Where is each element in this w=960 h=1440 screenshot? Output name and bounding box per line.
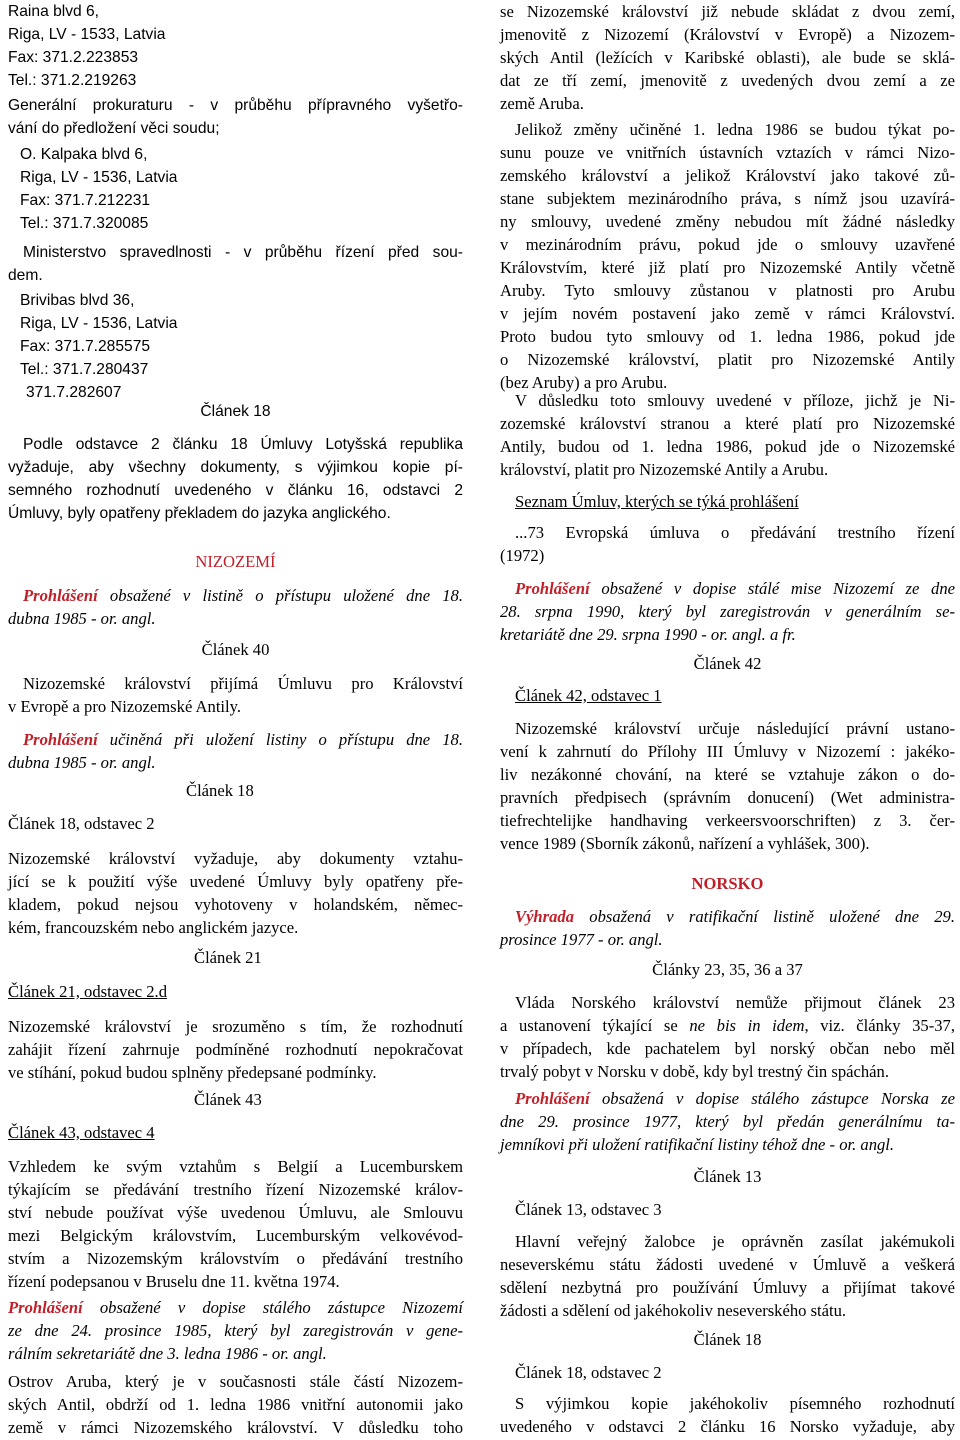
- subsection-heading: Článek 18, odstavec 2: [8, 814, 155, 833]
- changes-1986-text: [500, 118, 955, 394]
- subsection-heading: [515, 684, 955, 707]
- ministry-justice-note: [8, 241, 463, 287]
- latvia-article-18-text: [8, 433, 463, 525]
- text-line: Vzhledem ke svým vztahům s Belgií a Lucemburskem: [8, 1157, 463, 1176]
- section-heading: Článek 21: [194, 948, 262, 967]
- text-line: kretariátě dne 29. srpna 1990 - or. angl. a fr.: [500, 625, 796, 644]
- text-line: obsažená v dopise stálého zástupce Norska ze: [589, 1089, 955, 1108]
- text-line: jmenovitě z Nizozemí (Království v Evropě) a Nizozem-: [500, 25, 955, 44]
- text-line: ne bis in idem: [689, 1016, 805, 1035]
- text-line: ny smlouvy, uvedené změny nebudou mít žádné následky: [500, 212, 955, 231]
- text-line: semného rozhodnutí uvedeného v článku 16, odstavci 2: [8, 482, 463, 499]
- declaration-accession: [8, 584, 463, 630]
- consequence-text: [500, 389, 955, 481]
- text-line: Fax: 371.7.212231: [20, 192, 151, 209]
- section-heading: Článek 18: [200, 403, 271, 420]
- text-line: ství nebude používat výše uvedenou Úmluvu, ale Smlouvu: [8, 1203, 463, 1222]
- text-line: 371.7.282607: [26, 384, 122, 401]
- text-line: 28. srpna 1990, který byl zaregistrován v generálním se-: [500, 602, 955, 621]
- text-line: pravních předpisech (správním donucení) (Wet administra-: [500, 788, 955, 807]
- declaration-permanent-representative: [8, 1296, 463, 1365]
- text-line: Proto budou tyto smlouvy od 1. ledna 1986, pokud jde: [500, 327, 955, 346]
- text-line: zozemské království stranou a které platí pro Nizozemské: [500, 414, 955, 433]
- text-line: ve stíhání, pokud budou splněny předepsané podmínky.: [8, 1063, 377, 1082]
- text-line: kém, francouzském nebo anglickém jazyce.: [8, 918, 299, 937]
- text-line: Riga, LV - 1536, Latvia: [20, 169, 178, 186]
- text-line: ze dne 24. prosince 1985, který byl zaregistrován v gene-: [8, 1321, 463, 1340]
- text-line: dne 29. prosince 1977, který byl předán generálnímu ta-: [500, 1112, 955, 1131]
- text-line: S výjimkou kopie jakéhokoliv písemného rozhodnutí: [515, 1394, 955, 1413]
- declaration-label: Prohlášení: [515, 1089, 590, 1108]
- section-heading: Článek 13: [693, 1167, 762, 1186]
- text-line: dat ze tří zemí, jmenovitě z uvedených dvou zemí a ze: [500, 71, 955, 90]
- latvia-address-kalpaka: [20, 143, 475, 235]
- text-line: Tel.: 371.2.219263: [8, 72, 137, 89]
- text-line: Ostrov Aruba, který je v současnosti stále částí Nizozem-: [8, 1372, 463, 1391]
- text-line: obsažená v ratifikační listině uložené dne 29.: [574, 907, 955, 926]
- text-line: dubna 1985 - or. angl.: [8, 753, 156, 772]
- text-line: Riga, LV - 1536, Latvia: [20, 315, 178, 332]
- text-line: a ustanovení týkající se: [500, 1016, 690, 1035]
- text-line: jící se k použití výše uvedené Úmluvy byly opatřeny pře-: [8, 872, 463, 891]
- text-line: Antily, budou od 1. ledna 1986, pokud jde o Nizozemské: [500, 437, 955, 456]
- text-line: žádosti a sdělení od jakéhokoliv neseverského státu.: [500, 1301, 847, 1320]
- article-18-norway-text: [500, 1392, 955, 1438]
- reservation-label: Výhrada: [515, 907, 575, 926]
- reservation-ratification: [500, 905, 955, 951]
- latvia-address-raina: [8, 0, 463, 92]
- text-line: Nizozemské království určuje následující právní ustano-: [515, 719, 955, 738]
- text-line: kladem, pokud nejsou vyhotoveny v holandském, němec-: [8, 895, 463, 914]
- text-line: Vláda Norského království nemůže přijmout článek 23: [515, 993, 955, 1012]
- text-line: stvím a Nizozemským královstvím o předávání trestního: [8, 1249, 463, 1268]
- country-heading-netherlands: NIZOZEMÍ: [195, 552, 276, 571]
- declaration-label: Prohlášení: [8, 1298, 83, 1317]
- text-line: týkajícím se předávání trestního řízení Nizozemské králov-: [8, 1180, 463, 1199]
- text-line: Generální prokuraturu - v průběhu přípravného vyšetřo-: [8, 97, 463, 114]
- declaration-accession-2: [8, 728, 463, 774]
- text-line: stane subjektem mezinárodního práva, s nímž jsou uzavírá-: [500, 189, 955, 208]
- article-21-text: [8, 1015, 463, 1084]
- text-line: V důsledku toto smlouvy uvedené v příloze, jichž je Ni-: [515, 391, 955, 410]
- article-18-netherlands-text: [8, 847, 463, 939]
- text-line: Jelikož změny učiněné 1. ledna 1986 se budou týkat po-: [515, 120, 955, 139]
- text-line: království, platit pro Nizozemské Antily a Arubu.: [500, 460, 829, 479]
- text-line: vání do předložení věci soudu;: [8, 120, 220, 137]
- articles-23-37-text: [500, 991, 955, 1083]
- text-line: tiefrechtelijke handhaving verkeersvoorschriften) z 3. čer-: [500, 811, 955, 830]
- text-line: (1972): [500, 546, 545, 565]
- subsection-heading: Článek 18, odstavec 2: [515, 1363, 662, 1382]
- text-line: se Nizozemské království již nebude skládat z dvou zemí,: [500, 2, 955, 21]
- text-line: Článek 42, odstavec 1: [515, 686, 662, 705]
- text-line: sunu pouze ve vnitřních ústavních vztazích v rámci Nizo-: [500, 143, 955, 162]
- article-43-text: [8, 1155, 463, 1293]
- section-heading: Článek 42: [693, 654, 762, 673]
- text-line: O. Kalpaka blvd 6,: [20, 146, 148, 163]
- article-42-text: [500, 717, 955, 855]
- text-line: Úmluvy, byly opatřeny překladem do jazyka anglického.: [8, 505, 391, 522]
- text-line: Tel.: 371.7.320085: [20, 215, 149, 232]
- text-line: NORSKO: [691, 874, 764, 893]
- section-heading: Článek 18: [693, 1330, 762, 1349]
- text-line: Nizozemské království je srozuměno s tím, že rozhodnutí: [8, 1017, 463, 1036]
- text-line: (bez Aruby) a pro Arubu.: [500, 373, 668, 392]
- subsection-heading: [8, 980, 463, 1003]
- text-line: vení k zahrnutí do Přílohy III Úmluvy v Nizozemí : jakéko-: [500, 742, 955, 761]
- text-line: v jejím novém postavení jako země v rámci Království.: [500, 304, 955, 323]
- text-line: obsažené v dopise stálého zástupce Nizozemí: [82, 1298, 463, 1317]
- text-line: Ministerstvo spravedlnosti - v průběhu řízení před sou-: [23, 244, 463, 261]
- text-line: Fax: 371.2.223853: [8, 49, 139, 66]
- article-13-text: [500, 1230, 955, 1322]
- text-line: dubna 1985 - or. angl.: [8, 609, 156, 628]
- text-line: Tel.: 371.7.280437: [20, 361, 149, 378]
- text-line: uvedeného v odstavci 2 článku 16 Norsko vyžaduje, aby: [500, 1417, 955, 1436]
- text-line: země v rámci Nizozemského království. V důsledku toho: [8, 1418, 463, 1437]
- country-heading-norway: [500, 872, 955, 895]
- section-heading: Článek 43: [194, 1090, 262, 1109]
- declaration-label: Prohlášení: [515, 579, 590, 598]
- text-line: Nizozemské království přijímá Úmluvu pro Království: [23, 674, 463, 693]
- section-heading: Článek 40: [201, 640, 270, 659]
- text-line: učiněná při uložení listiny o přístupu dne 18.: [97, 730, 463, 749]
- text-line: trvalý pobyt v Norsku v době, kdy byl trestný čin spáchán.: [500, 1062, 889, 1081]
- text-line: země Aruba.: [500, 94, 584, 113]
- declaration-label: Prohlášení: [23, 586, 98, 605]
- declaration-permanent-mission: [500, 577, 955, 646]
- section-heading: Článek 18: [186, 781, 254, 800]
- text-line: , viz. články 35-37,: [804, 1016, 955, 1035]
- text-line: jemníkovi při uložení ratifikační listiny téhož dne - or. angl.: [500, 1135, 895, 1154]
- text-line: obsažené v dopise stálé mise Nizozemí ze dne: [589, 579, 955, 598]
- subsection-heading: Článek 13, odstavec 3: [515, 1200, 662, 1219]
- text-line: ských Antil (ležících v Karibské oblasti), ale bude se sklá-: [500, 48, 955, 67]
- text-line: zahájit řízení zahrnuje podmíněné rozhodnutí nepokračovat: [8, 1040, 463, 1059]
- text-line: rálním sekretariátě dne 3. ledna 1986 - or. angl.: [8, 1344, 327, 1363]
- text-line: řízení podepsanou v Bruselu dne 11. května 1974.: [8, 1272, 340, 1291]
- text-line: Královstvím, které již platí pro Nizozemské Antily včetně: [500, 258, 955, 277]
- text-line: Raina blvd 6,: [8, 3, 100, 20]
- text-line: v případech, kde pachatelem byl norský občan nebo měl: [500, 1039, 955, 1058]
- text-line: Článek 43, odstavec 4: [8, 1123, 155, 1142]
- text-line: liv nezákonné chování, na které se vztahuje zákon o do-: [500, 765, 955, 784]
- text-line: vyžaduje, aby všechny dokumenty, s výjimkou kopie pí-: [8, 459, 463, 476]
- text-line: ských Antil, obdrží od 1. ledna 1986 vnitřní autonomii jako: [8, 1395, 463, 1414]
- aruba-text: [8, 1370, 463, 1439]
- convention-73-entry: [500, 521, 955, 567]
- text-line: mezi Belgickým královstvím, Lucemburským velkovévod-: [8, 1226, 463, 1245]
- text-line: sdělení nezbytná pro používání Úmluvy a přijímat takové: [500, 1278, 955, 1297]
- text-line: vence 1989 (Sborník zákonů, nařízení a vyhlášek, 300).: [500, 834, 870, 853]
- text-line: o Nizozemské království, platit pro Nizozemské Antily: [500, 350, 955, 369]
- text-line: Nizozemské království vyžaduje, aby dokumenty vztahu-: [8, 849, 463, 868]
- text-line: Podle odstavce 2 článku 18 Úmluvy Lotyšská republika: [23, 436, 463, 453]
- text-line: Hlavní veřejný žalobce je oprávněn zasílat jakémukoli: [515, 1232, 955, 1251]
- latvia-address-brivibas: [20, 289, 475, 404]
- text-line: v Evropě a pro Nizozemské Antily.: [8, 697, 242, 716]
- text-line: Seznam Úmluv, kterých se týká prohlášení: [515, 492, 799, 511]
- text-line: prosince 1977 - or. angl.: [500, 930, 663, 949]
- general-prosecutor-note: [8, 94, 463, 140]
- text-line: Článek 21, odstavec 2.d: [8, 982, 167, 1001]
- convention-list-heading: [515, 490, 955, 513]
- declaration-norway: [500, 1087, 955, 1156]
- text-line: Riga, LV - 1533, Latvia: [8, 26, 166, 43]
- text-line: neseverskému státu žádosti uvedené v Úmluvě a veškerá: [500, 1255, 955, 1274]
- article-40-text: [8, 672, 463, 718]
- text-line: ...73 Evropská úmluva o předávání trestního řízení: [515, 523, 955, 542]
- text-line: v mezinárodním právu, pokud jde o smlouvy uzavřené: [500, 235, 955, 254]
- text-line: dem.: [8, 267, 43, 284]
- subsection-heading: [8, 1121, 463, 1144]
- section-heading: Články 23, 35, 36 a 37: [652, 960, 803, 979]
- text-line: Aruby. Tyto smlouvy zůstanou v platnosti pro Arubu: [500, 281, 955, 300]
- text-line: Brivibas blvd 36,: [20, 292, 135, 309]
- aruba-continuation-text: [500, 0, 955, 115]
- text-line: zemského království a jelikož Království jako takové zů-: [500, 166, 955, 185]
- declaration-label: Prohlášení: [23, 730, 98, 749]
- text-line: obsažené v listině o přístupu uložené dne 18.: [97, 586, 463, 605]
- text-line: Fax: 371.7.285575: [20, 338, 151, 355]
